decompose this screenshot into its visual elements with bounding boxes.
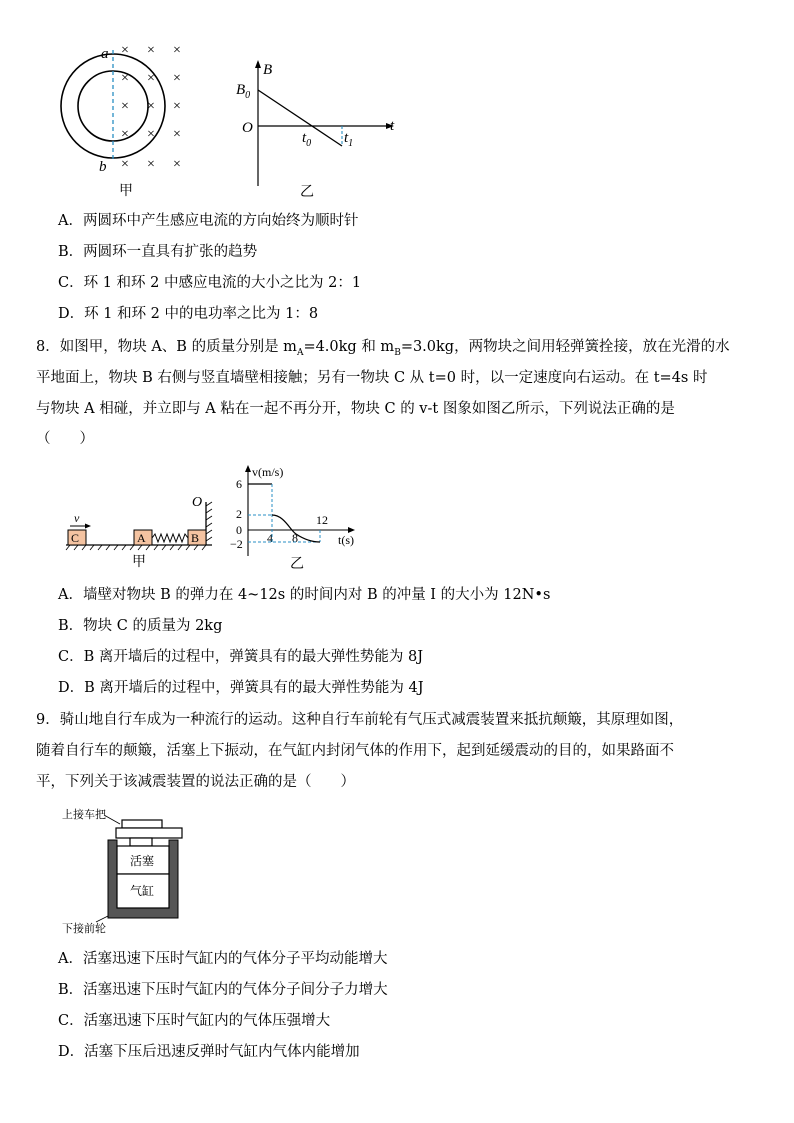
- block-B-label: B: [191, 531, 200, 545]
- label-t1: $t_1$: [344, 130, 354, 149]
- vt-x-label: t(s): [338, 533, 354, 547]
- leader-bottom: [96, 916, 108, 922]
- field-cross: ×: [147, 43, 155, 58]
- magnetic-field-crosses: [121, 43, 181, 172]
- field-cross: ×: [147, 157, 155, 172]
- velocity-label: v: [74, 511, 80, 525]
- q8-option-d[interactable]: D．B 离开墙后的过程中，弹簧具有的最大弹性势能为 4J: [58, 680, 424, 696]
- q7-option-c[interactable]: C．环 1 和环 2 中感应电流的大小之比为 2：1: [58, 275, 362, 291]
- q9-stem-line-2: 随着自行车的颠簸，活塞上下振动，在气缸内封闭气体的作用下，起到延缓震动的目的，如果路面不: [36, 743, 674, 759]
- piston-label: 活塞: [130, 854, 155, 868]
- vt-tick-0: 0: [236, 523, 242, 537]
- axis-label-t: t: [390, 118, 395, 134]
- caption-jia: 甲: [119, 184, 133, 198]
- field-cross: ×: [147, 71, 155, 86]
- label-a: a: [101, 46, 109, 62]
- q7-figure-yi: [230, 58, 410, 200]
- field-cross: ×: [173, 71, 181, 86]
- vt-y-axis-arrow: [245, 465, 251, 472]
- vt-y-label: v(m/s): [252, 465, 284, 479]
- piston-rod: [130, 838, 152, 846]
- label-t0: $t_0$: [302, 130, 312, 149]
- axis-label-B: B: [263, 62, 273, 78]
- wall-hatching: [206, 502, 212, 541]
- caption-yi: 乙: [290, 557, 304, 572]
- field-cross: ×: [173, 99, 181, 114]
- q8-stem-line-3: 与物块 A 相碰，并立即与 A 粘在一起不再分开，物块 C 的 v-t 图象如图乙所示，下列说法正确的是: [36, 401, 675, 417]
- origin-label: O: [242, 120, 253, 136]
- q8-option-c[interactable]: C．B 离开墙后的过程中，弹簧具有的最大弹性势能为 8J: [58, 649, 424, 665]
- vt-tick-2: 2: [236, 507, 242, 521]
- vt-tick-8: 8: [292, 531, 298, 545]
- label-B0: $B_0$: [236, 82, 251, 101]
- q9-option-d[interactable]: D．活塞下压后迅速反弹时气缸内气体内能增加: [58, 1044, 360, 1060]
- ground-hatching: [66, 545, 206, 550]
- field-cross: ×: [147, 127, 155, 142]
- field-cross: ×: [173, 43, 181, 58]
- field-cross: ×: [121, 99, 129, 114]
- top-cap: [122, 820, 162, 828]
- q7-figure-jia: [55, 38, 205, 198]
- q9-option-c[interactable]: C．活塞迅速下压时气缸内的气体压强增大: [58, 1013, 331, 1029]
- field-cross: ×: [173, 157, 181, 172]
- label-bottom-wheel: 下接前轮: [62, 923, 106, 935]
- vt-tick-4: 4: [267, 531, 273, 545]
- q9-option-a[interactable]: A．活塞迅速下压时气缸内的气体分子平均动能增大: [58, 951, 388, 967]
- vt-tick-12: 12: [316, 513, 328, 527]
- field-cross: ×: [121, 71, 129, 86]
- q8-stem-line-2: 平地面上，物块 B 右侧与竖直墙壁相接触；另有一物块 C 从 t=0 时，以一定速度向右运动。在 t=4s 时: [36, 370, 708, 386]
- field-cross: ×: [147, 99, 155, 114]
- caption-yi: 乙: [300, 185, 314, 200]
- q9-stem-line-1: 9．骑山地自行车成为一种流行的运动。这种自行车前轮有气压式减震装置来抵抗颠簸，其原理如图，: [36, 712, 684, 728]
- q7-option-a[interactable]: A．两圆环中产生感应电流的方向始终为顺时针: [58, 213, 359, 229]
- q8-option-a[interactable]: A．墙壁对物块 B 的弹力在 4~12s 的时间内对 B 的冲量 I 的大小为 12N•s: [58, 587, 551, 603]
- q8-option-b[interactable]: B．物块 C 的质量为 2kg: [58, 618, 223, 634]
- spring: [152, 534, 188, 542]
- q9-option-b[interactable]: B．活塞迅速下压时气缸内的气体分子间分子力增大: [58, 982, 388, 998]
- q8-figure-yi: [228, 462, 368, 572]
- label-b: b: [99, 159, 107, 175]
- q7-option-d[interactable]: D．环 1 和环 2 中的电功率之比为 1：8: [58, 306, 319, 322]
- top-plate: [116, 828, 182, 838]
- leader-top: [104, 815, 120, 824]
- velocity-arrowhead: [85, 524, 91, 529]
- cylinder-label: 气缸: [130, 884, 155, 898]
- q8-figure-jia: [60, 488, 230, 570]
- caption-jia: 甲: [132, 555, 146, 570]
- field-cross: ×: [121, 43, 129, 58]
- b-t-line: [258, 90, 342, 146]
- vt-tick-6: 6: [236, 477, 242, 491]
- q8-stem-line-4: （ ）: [36, 431, 94, 447]
- field-cross: ×: [121, 157, 129, 172]
- q9-figure-shock-absorber: [58, 806, 198, 936]
- field-cross: ×: [121, 127, 129, 142]
- wall-label-O: O: [192, 495, 203, 510]
- y-axis-arrow: [255, 60, 261, 68]
- field-cross: ×: [173, 127, 181, 142]
- q9-stem-line-3: 平，下列关于该减震装置的说法正确的是（ ）: [36, 774, 355, 790]
- q7-option-b[interactable]: B．两圆环一直具有扩张的趋势: [58, 244, 258, 260]
- block-A-label: A: [137, 531, 146, 545]
- block-C-label: C: [71, 531, 80, 545]
- vt-tick-neg2: −2: [230, 537, 243, 551]
- label-top-handlebar: 上接车把: [62, 809, 106, 821]
- q8-stem-line-1: 8．如图甲，物块 A、B 的质量分别是 $m_A=4.0kg$ 和 $m_B=3.0kg$，两物块之间用轻弹簧拴接，放在光滑的水: [36, 339, 730, 358]
